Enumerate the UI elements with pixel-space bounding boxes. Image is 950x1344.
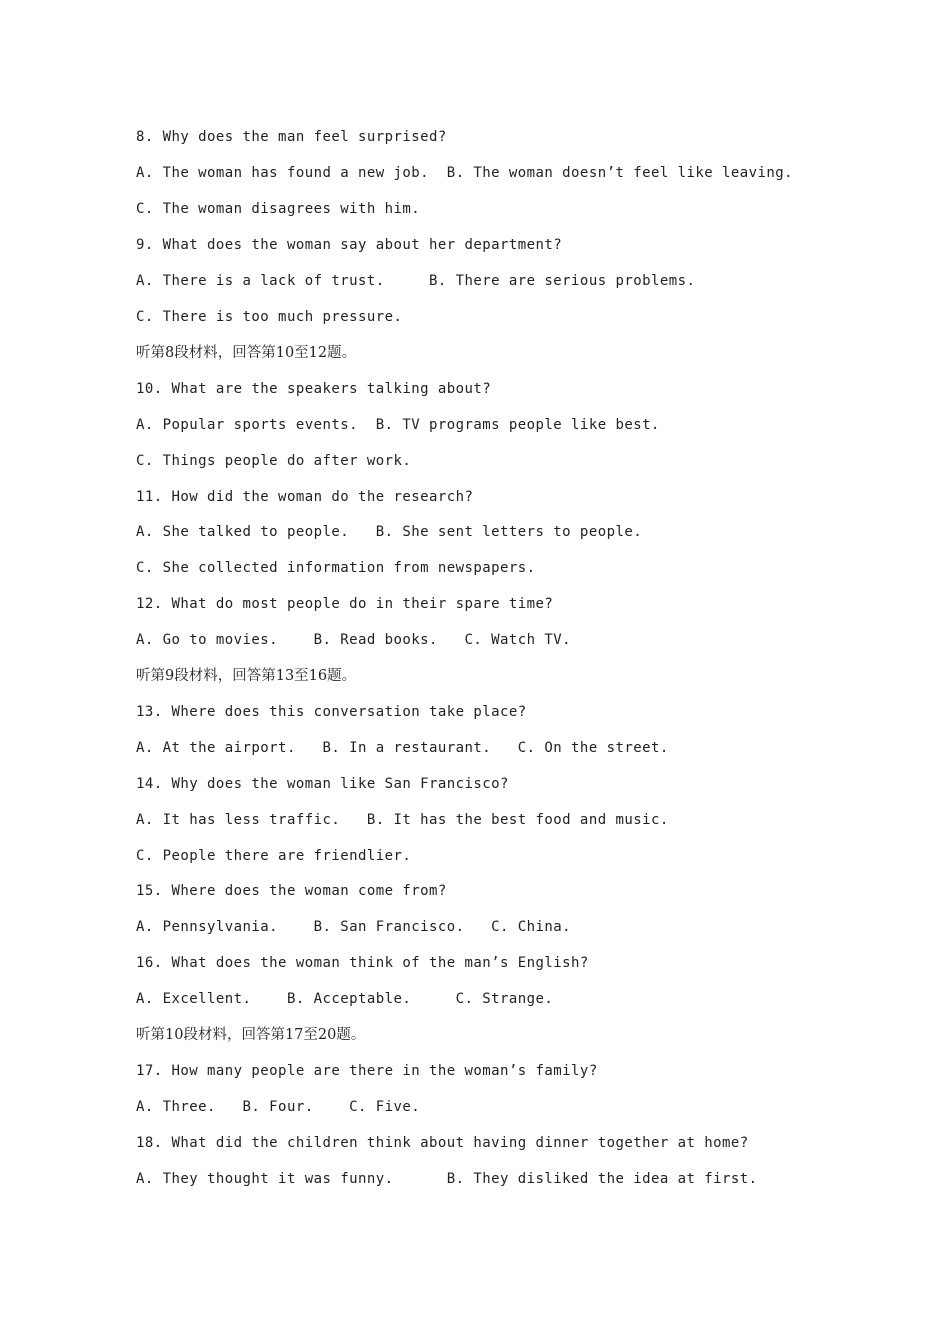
question-16-options: A. Excellent. B. Acceptable. C. Strange.: [136, 991, 554, 1007]
question-13-options: A. At the airport. B. In a restaurant. C. On the street.: [136, 740, 669, 756]
question-18-options-ab: A. They thought it was funny. B. They disliked the idea at first.: [136, 1171, 758, 1187]
question-11-options-ab: A. She talked to people. B. She sent letters to people.: [136, 524, 643, 540]
question-10: 10. What are the speakers talking about?: [136, 381, 492, 397]
question-17-options: A. Three. B. Four. C. Five.: [136, 1099, 421, 1115]
question-8-options-ab: A. The woman has found a new job. B. The woman doesn’t feel like leaving.: [136, 165, 794, 181]
question-14: 14. Why does the woman like San Francisco?: [136, 776, 509, 792]
question-10-option-c: C. Things people do after work.: [136, 453, 412, 469]
section-heading-8: 听第8段材料，回答第10至12题。: [136, 345, 357, 361]
question-8-option-c: C. The woman disagrees with him.: [136, 201, 421, 217]
question-14-option-c: C. People there are friendlier.: [136, 848, 412, 864]
question-12-options: A. Go to movies. B. Read books. C. Watch TV.: [136, 632, 572, 648]
question-18: 18. What did the children think about having dinner together at home?: [136, 1135, 749, 1151]
question-11-option-c: C. She collected information from newspapers.: [136, 560, 536, 576]
question-10-options-ab: A. Popular sports events. B. TV programs people like best.: [136, 417, 660, 433]
question-16: 16. What does the woman think of the man’s English?: [136, 955, 589, 971]
question-9: 9. What does the woman say about her department?: [136, 237, 563, 253]
section-heading-10: 听第10段材料，回答第17至20题。: [136, 1027, 366, 1043]
question-9-option-c: C. There is too much pressure.: [136, 309, 403, 325]
question-14-options-ab: A. It has less traffic. B. It has the best food and music.: [136, 812, 669, 828]
section-heading-9: 听第9段材料，回答第13至16题。: [136, 668, 357, 684]
question-12: 12. What do most people do in their spare time?: [136, 596, 554, 612]
question-9-options-ab: A. There is a lack of trust. B. There are serious problems.: [136, 273, 696, 289]
question-15: 15. Where does the woman come from?: [136, 883, 447, 899]
question-11: 11. How did the woman do the research?: [136, 489, 474, 505]
question-17: 17. How many people are there in the woman’s family?: [136, 1063, 598, 1079]
question-8: 8. Why does the man feel surprised?: [136, 129, 447, 145]
question-15-options: A. Pennsylvania. B. San Francisco. C. China.: [136, 919, 572, 935]
question-13: 13. Where does this conversation take place?: [136, 704, 527, 720]
